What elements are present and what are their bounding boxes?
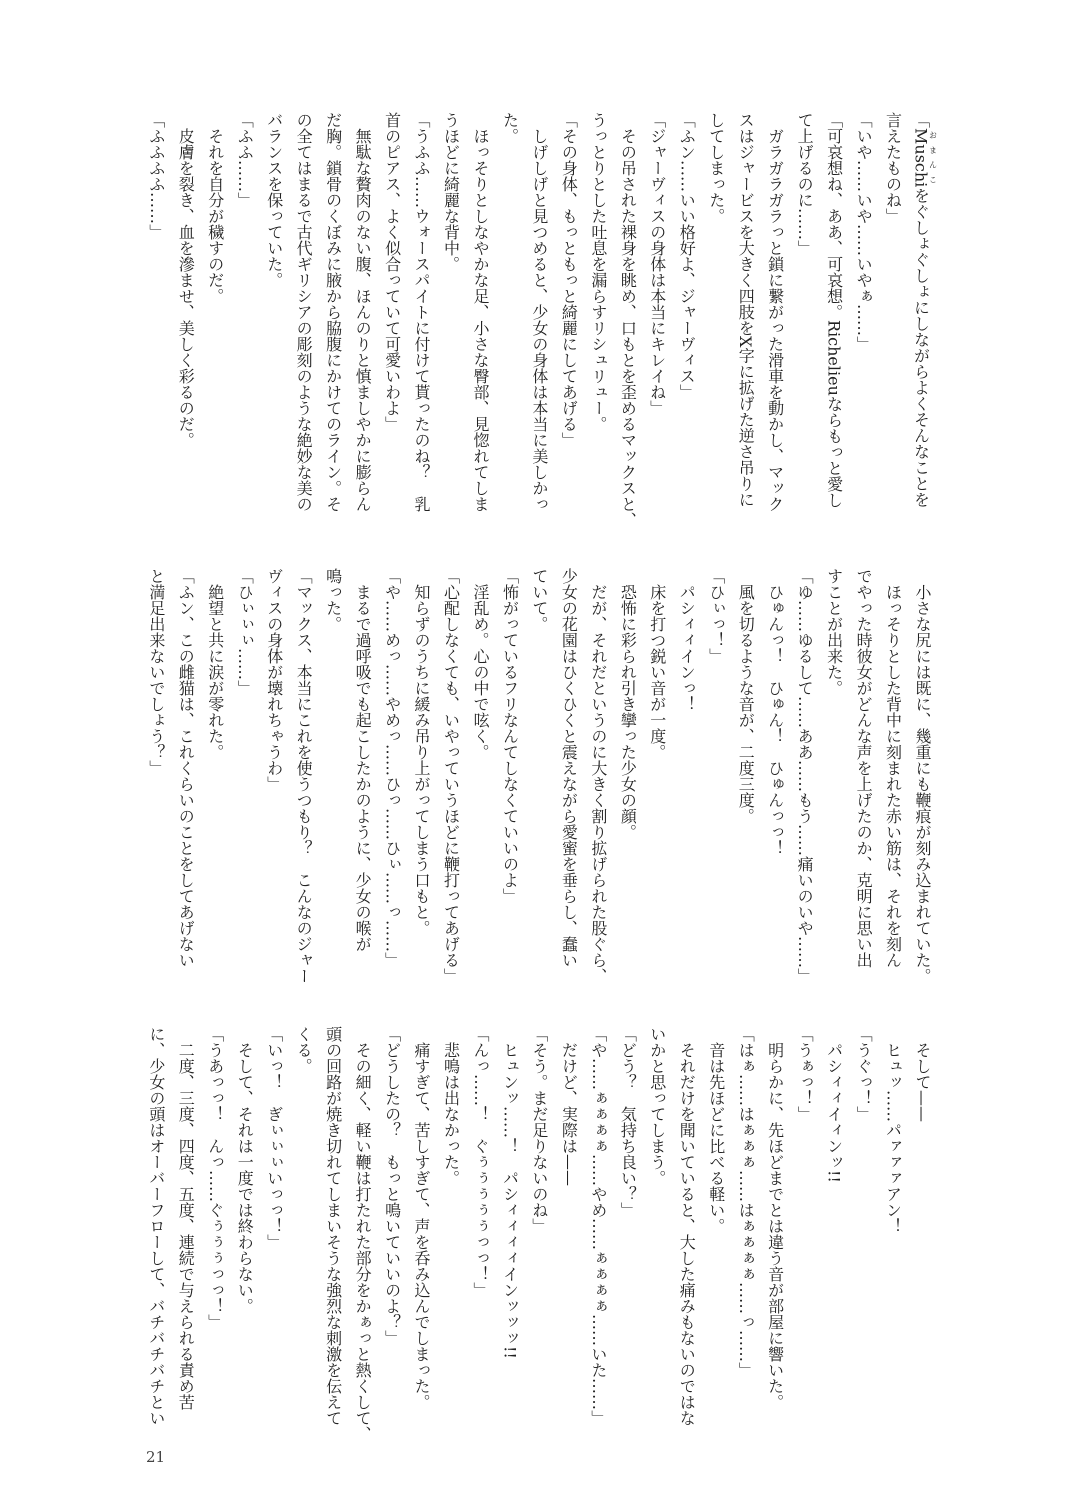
text-line: だけど、実際は—— bbox=[559, 1026, 579, 1186]
text-line: 鳴った。 bbox=[323, 568, 343, 632]
text-line: 「いや……いや……いやぁ……」 bbox=[854, 112, 874, 352]
text-line: 「ひぃっ！」 bbox=[706, 568, 726, 664]
text-line: 「や……ぁぁぁぁ……やめ……ぁぁぁぁ……いた……」 bbox=[588, 1026, 608, 1426]
ruby-word bbox=[911, 128, 938, 188]
text-line: その吊された裸身を眺め、口もとを歪めるマックスと、 bbox=[618, 112, 638, 528]
text-line: しげしげと見つめると、少女の身体は本当に美しかっ bbox=[529, 112, 549, 512]
text-line: してしまった。 bbox=[706, 112, 726, 224]
text-line: そして—— bbox=[913, 1026, 932, 1122]
text-line: 風を切るような音が、二度三度。 bbox=[736, 568, 756, 824]
text-line: その細く、軽い鞭は打たれた部分をかぁっと熱くして、 bbox=[353, 1026, 373, 1442]
text-line: 「その身体、もっともっと綺麗にしてあげる」 bbox=[559, 112, 579, 448]
text-line: 「ゆ……ゆるして……ああ……もう……痛いのいや……」 bbox=[795, 568, 815, 984]
text-line: うほどに綺麗な背中。 bbox=[441, 112, 461, 272]
text-line: 「ふン、この雌猫は、これくらいのことをしてあげない bbox=[176, 568, 196, 968]
text-line: 音は先ほどに比べる軽い。 bbox=[706, 1026, 726, 1234]
text-line: ヒュッ……パァァァアン！ bbox=[883, 1026, 903, 1234]
text-line: だ胸。鎖骨のくぼみに腋から脇腹にかけてのライン。そ bbox=[323, 112, 343, 512]
text-line: ヴィスの身体が壊れちゃうわ」 bbox=[264, 568, 284, 792]
page-number: 21 bbox=[146, 1448, 166, 1466]
text-line: 「そう。まだ足りないのね」 bbox=[529, 1026, 549, 1234]
text-line: ほっそりとした背中に刻まれた赤い筋は、それを刻ん bbox=[883, 568, 903, 968]
text-line: まるで過呼吸でも起こしたかのように、少女の喉が bbox=[353, 568, 373, 952]
text-line: 「うあっっ！ んっ……ぐぅぅぅっっ！」 bbox=[205, 1026, 225, 1330]
text-line: 「心配しなくても、いやっていうほどに鞭打ってあげる」 bbox=[441, 568, 461, 984]
text-line: 痛すぎて、苦しすぎて、声を呑み込んでしまった。 bbox=[412, 1026, 432, 1410]
text-line: 小さな尻には既に、幾重にも鞭痕が刻み込まれていた。 bbox=[913, 568, 932, 984]
text-line: 「ふふふふ……」 bbox=[146, 112, 166, 240]
text-line: 「マックス、本当にこれを使うつもり？ こんなのジャー bbox=[294, 568, 314, 984]
line-rest: をぐしょぐしょにしながらよくそんなことを bbox=[911, 187, 931, 508]
text-line: 知らずのうちに緩み吊り上がってしまう口もと。 bbox=[412, 568, 432, 936]
ruby-text: おまんこ bbox=[928, 128, 938, 188]
text-line: 悲鳴は出なかった。 bbox=[441, 1026, 461, 1186]
ruby-base: Muschi bbox=[911, 128, 931, 188]
text-line: パシィィインっ！ bbox=[677, 568, 697, 712]
text-line: でやった時彼女がどんな声を上げたのか、克明に思い出 bbox=[854, 568, 874, 968]
text-line: 「ふふ……」 bbox=[235, 112, 255, 208]
text-line: 皮膚を裂き、血を滲ませ、美しく彩るのだ。 bbox=[176, 112, 196, 448]
text-line: 「怖がっているフリなんてしなくていいのよ」 bbox=[500, 568, 520, 904]
text-line: て上げるのに……」 bbox=[795, 112, 815, 256]
text-line bbox=[908, 112, 937, 532]
text-line: に、少女の頭はオーバーフローして、バチバチバチとい bbox=[146, 1026, 166, 1426]
text-line: 「いっ！ ぎぃぃぃいっっ！」 bbox=[264, 1026, 284, 1250]
text-line: 「はぁ……はぁぁぁ……はぁぁぁぁ……っ……」 bbox=[736, 1026, 756, 1378]
text-line: 「ふン……いい格好よ、ジャーヴィス」 bbox=[677, 112, 697, 400]
text-line: それだけを聞いていると、大した痛みもないのではな bbox=[677, 1026, 697, 1426]
text-line: 言えたものね」 bbox=[883, 112, 903, 224]
text-line: 「んっ……！ ぐぅぅぅぅぅっっ！」 bbox=[470, 1026, 490, 1298]
text-line: すことが出来た。 bbox=[824, 568, 844, 696]
text-line: と満足出来ないでしょう？」 bbox=[146, 568, 166, 776]
text-line: ヒュンッ……！ パシィィィィインッッッ!! bbox=[500, 1026, 520, 1359]
text-line: 淫乱め。心の中で呟く。 bbox=[470, 568, 490, 760]
text-line: スはジャービスを大きく四肢をX字に拡げた逆さ吊りに bbox=[736, 112, 756, 508]
text-line: 無駄な贅肉のない腹、ほんのりと慎ましやかに膨らん bbox=[353, 112, 373, 512]
text-line: ひゅんっ！ ひゅん！ ひゅんっっ！ bbox=[765, 568, 785, 856]
text-line: そして、それは一度では終わらない。 bbox=[235, 1026, 255, 1314]
text-block-middle bbox=[141, 568, 937, 988]
quote-open: 「 bbox=[911, 112, 931, 128]
text-line: それを自分が穢すのだ。 bbox=[205, 112, 225, 304]
text-line: 明らかに、先ほどまでとは違う音が部屋に響いた。 bbox=[765, 1026, 785, 1410]
text-block-bottom bbox=[141, 1026, 937, 1446]
text-line: ガラガラガラっと鎖に繋がった滑車を動かし、マック bbox=[765, 112, 785, 512]
text-line: の全てはまるで古代ギリシアの彫刻のような絶妙な美の bbox=[294, 112, 314, 512]
text-line: 恐怖に彩られ引き攣った少女の顔。 bbox=[618, 568, 638, 840]
text-line: 二度、三度、四度、五度、連続で与えられる責め苦 bbox=[176, 1026, 196, 1410]
text-line: ていて。 bbox=[529, 568, 549, 632]
text-line: 「ひぃぃぃ……」 bbox=[235, 568, 255, 696]
text-line: ほっそりとしなやかな足、小さな臀部、見惚れてしま bbox=[470, 112, 490, 512]
text-line: 「うぐっ！」 bbox=[854, 1026, 874, 1122]
text-line: だが、それだというのに大きく割り拡げられた股ぐら、 bbox=[588, 568, 608, 984]
text-line: 「うふふ……ウォースパイトに付けて貰ったのね？ 乳 bbox=[412, 112, 432, 512]
text-line: た。 bbox=[500, 112, 520, 144]
text-line: 頭の回路が焼き切れてしまいそうな強烈な刺激を伝えて bbox=[323, 1026, 343, 1426]
text-line: いかと思ってしまう。 bbox=[647, 1026, 667, 1186]
text-line: 首のピアス、よく似合っていて可愛いわよ」 bbox=[382, 112, 402, 432]
text-line: 床を打つ鋭い音が一度。 bbox=[647, 568, 667, 760]
text-line: くる。 bbox=[294, 1026, 314, 1074]
text-line: 絶望と共に涙が零れた。 bbox=[205, 568, 225, 760]
text-line: うっとりとした吐息を漏らすリシュリュー。 bbox=[588, 112, 608, 432]
text-line: パシィィイィンッ!! bbox=[824, 1026, 844, 1183]
text-line: 「うぁっ！」 bbox=[795, 1026, 815, 1122]
text-line: バランスを保っていた。 bbox=[264, 112, 284, 288]
text-block-top bbox=[141, 112, 937, 532]
text-line: 「ジャーヴィスの身体は本当にキレイね」 bbox=[647, 112, 667, 416]
text-line: 「どう？ 気持ち良い？」 bbox=[618, 1026, 638, 1218]
text-line: 「どうしたの？ もっと鳴いていいのよ？」 bbox=[382, 1026, 402, 1346]
text-line: 少女の花園はひくひくと震えながら愛蜜を垂らし、蠢い bbox=[559, 568, 579, 968]
text-line: 「可哀想ね、ああ、可哀想。Richelieuならもっと愛し bbox=[824, 112, 844, 508]
text-line: 「や……めっ……やめっ……ひっ……ひぃ……っ……」 bbox=[382, 568, 402, 968]
